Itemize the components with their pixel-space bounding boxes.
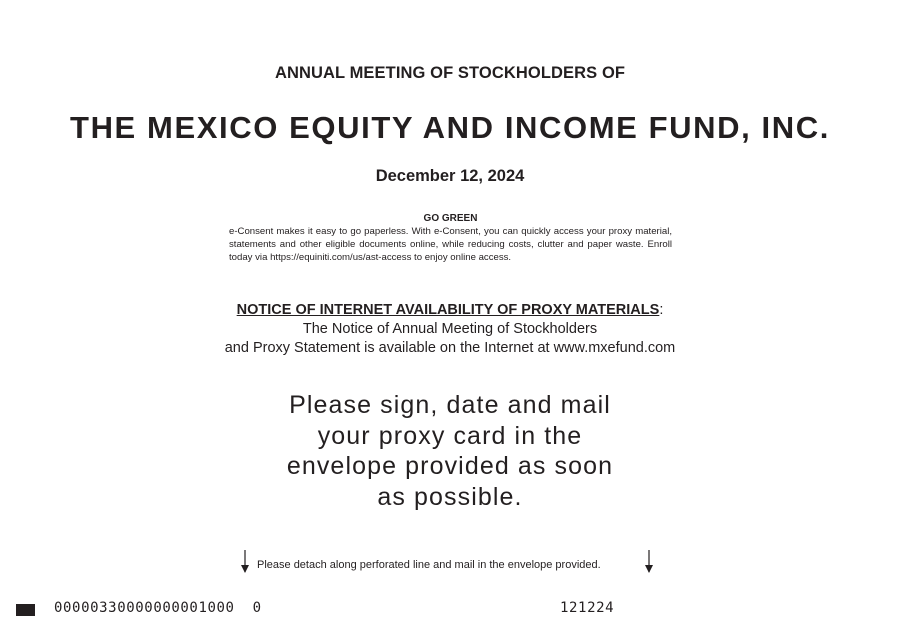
down-arrow-icon xyxy=(240,550,250,574)
black-rectangle-marker xyxy=(16,604,35,616)
sign-instruction xyxy=(0,390,900,512)
notice-section xyxy=(0,301,900,358)
go-green-section xyxy=(229,212,672,264)
go-green-body: e-Consent makes it easy to go paperless. With e-Consent, you can quickly access your proxy material, statements and other eligible documents online, while reducing costs, clutter and paper waste. Enroll today via https://equiniti.com/us/ast-access to enjoy online access. xyxy=(229,226,672,263)
down-arrow-icon xyxy=(644,550,654,574)
sign-instruction-line-1: Please sign, date and mail xyxy=(289,391,611,419)
notice-line-1: The Notice of Annual Meeting of Stockholders xyxy=(302,321,598,337)
meeting-date: December 12, 2024 xyxy=(375,167,525,185)
meeting-subtitle: ANNUAL MEETING OF STOCKHOLDERS OF xyxy=(274,64,626,82)
date-code: 121224 xyxy=(560,600,615,616)
control-code: 00000330000000001000 0 xyxy=(54,600,262,616)
notice-line-2: and Proxy Statement is available on the Internet at www.mxefund.com xyxy=(224,340,676,356)
fund-name-title: THE MEXICO EQUITY AND INCOME FUND, INC. xyxy=(70,110,830,145)
detach-text: Please detach along perforated line and mail in the envelope provided. xyxy=(257,559,601,571)
sign-instruction-line-2: your proxy card in the xyxy=(317,421,583,450)
sign-instruction-line-3: envelope provided as soon xyxy=(286,452,614,480)
go-green-title: GO GREEN xyxy=(423,213,478,224)
detach-instruction xyxy=(240,550,660,576)
sign-instruction-line-4: as possible. xyxy=(377,482,523,511)
notice-title: NOTICE OF INTERNET AVAILABILITY OF PROXY MATERIALS xyxy=(236,302,660,318)
notice-title-colon: : xyxy=(659,302,664,318)
